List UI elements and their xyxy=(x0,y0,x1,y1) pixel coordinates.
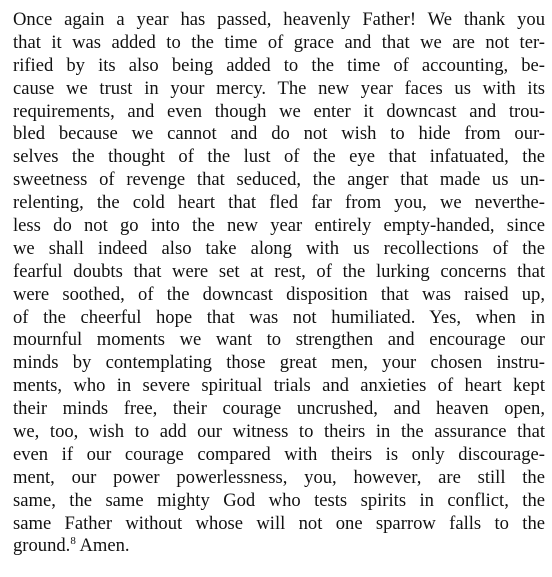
text-line: we shall indeed also take along with us recollections of the xyxy=(13,237,545,259)
text-line: Once again a year has passed, heavenly Father! We thank you xyxy=(13,9,545,30)
text-line: sweetness of revenge that seduced, the anger that made us un- xyxy=(13,169,545,191)
text-line: of the cheerful hope that was not humiliated. Yes, when in xyxy=(13,306,545,328)
text-line: their minds free, their courage uncrushed, and heaven open, xyxy=(13,398,545,420)
prayer-text-block xyxy=(13,9,545,569)
text-line: selves the thought of the lust of the eye that infatuated, the xyxy=(13,146,545,168)
text-line: were soothed, of the downcast disposition that was raised up, xyxy=(13,283,545,305)
text-line: ments, who in severe spiritual trials and anxieties of heart kept xyxy=(13,375,545,397)
text-line: mournful moments we want to strengthen and encourage our xyxy=(13,329,545,351)
text-line: same Father without whose will not one sparrow falls to the xyxy=(13,512,545,534)
text-line: even if our courage compared with theirs is only discourage- xyxy=(13,443,545,465)
text-line: less do not go into the new year entirely empty-handed, since xyxy=(13,215,545,237)
final-text: ground. xyxy=(13,535,71,557)
text-line: rified by its also being added to the time of accounting, be- xyxy=(13,54,545,76)
text-line: bled because we cannot and do not wish to hide from our- xyxy=(13,123,545,145)
text-line: minds by contemplating those great men, your chosen instru- xyxy=(13,352,545,374)
text-line: cause we trust in your mercy. The new year faces us with its xyxy=(13,77,545,99)
footnote-marker: 8 xyxy=(70,535,76,548)
text-line: requirements, and even though we enter it downcast and trou- xyxy=(13,100,545,122)
text-line: fearful doubts that were set at rest, of the lurking concerns that xyxy=(13,260,545,282)
final-line xyxy=(13,535,545,558)
text-line: same, the same mighty God who tests spirits in conflict, the xyxy=(13,489,545,511)
text-line: that it was added to the time of grace and that we are not ter- xyxy=(13,31,545,53)
text-line: we, too, wish to add our witness to theirs in the assurance that xyxy=(13,421,545,443)
text-line: ment, our power powerlessness, you, however, are still the xyxy=(13,466,545,488)
text-line: relenting, the cold heart that fled far from you, we neverthe- xyxy=(13,192,545,214)
closing-text: Amen. xyxy=(75,535,130,557)
